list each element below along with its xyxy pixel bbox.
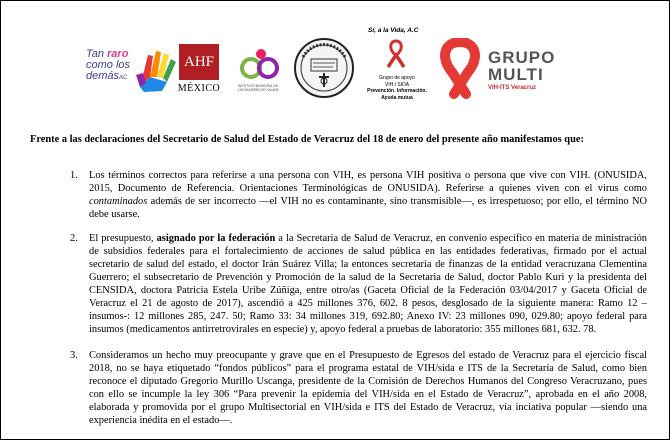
item-number: 3.	[70, 350, 78, 361]
si-a-la-vida-text: Grupo de apoyo VIH / SIDA Prevención. Información. Ayuda mutua	[367, 75, 427, 101]
ahf-mexico-logo	[175, 42, 223, 102]
red-ribbon-icon	[384, 39, 408, 69]
instituto-mujeres-logo	[238, 46, 282, 102]
item-text: Consideramos un hecho muy preocupante y grave que en el Presupuesto de Egresos del estado de Veracruz para el ejercicio fiscal 2018, no se haya etiquetado “fondos públicos” para el programa estatal de VIH/sida e ITS de la Secretaría de Salud, como bien reconoce el diputado Gregorio Murillo Uscanga, presidente de la Comisión de Derechos Humanos del Congreso Veracruzano, pues con ello se incumple la ley 306 “Para prevenir la epidemia del VIH/sida en el Estado de Veracruz”, aprobada en el año 2008, elaborada y promovida por el grupo Multisectorial en VIH/sida e ITS del Estado de Veracruz, vía inciativa popular —siendo una experiencia inédita en el estado—.	[89, 350, 647, 426]
multi-ribbon-icon	[436, 38, 484, 100]
instituto-caption: INSTITUTO MUNICIPAL DE LAS MUJERES DE XALAPA	[238, 84, 279, 92]
grupo-multi-logo	[436, 38, 571, 100]
multi-line3: VIH-ITS Veracruz	[488, 85, 537, 91]
tan-raro-text: Tan raro como los demásAC	[86, 48, 131, 82]
item-text: Los términos correctos para referirse a una persona con VIH, es persona VIH positiva o persona que vive con VIH. (ONUSIDA, 2015, Documento de Referencia. Orientaciones Terminológicas de ONUSIDA). Referirse a quienes viven con el virus como contaminados además de ser incorrecto —el VIH no es contaminante, sino transmisible—, es irrespetuoso; por ello, el término NO debe usarse.	[89, 170, 647, 220]
item-number: 1.	[70, 170, 78, 181]
item-text: El presupuesto, asignado por la federación a la Secretaría de Salud de Veracruz, en convenio específico en materia de ministración de subsidios federales para el fortalecimiento de acciones de salud pública en las entidades federativas, firmado por el actual secretario de salud del estado, el doctor Irán Suárez Villa; la entonces secretaria de finanzas de la entidad veracruzana Clementina Guerrero; el subsecretario de Prevención y Promoción de la salud de la Secretaria de Salud, doctor Pablo Kuri y la presidenta del CENSIDA, doctora Patricia Estela Uribe Zúñiga, entre otro/as (Gaceta Oficial de la Federación 03/04/2017 y Gaceta Oficial de Veracruz el 21 de agosto de 2017), ascendió a 425 millones 376, 602. 8 pesos, desglosado de la siguiente manera: Ramo 12 –insumos-: 12 millones 285, 247. 50; Ramo 33: 34 millones 319, 692.80; Anexo IV: 23 millones 090, 029.80; apoyo federal para insumos (medicamentos antirretrovirales en especie) y, apoyo federal a pruebas de laboratorio: 355 millones 681, 632. 78.	[89, 233, 647, 335]
item-number: 2.	[70, 233, 78, 244]
instituto-mark-icon	[240, 46, 280, 82]
si-a-la-vida-title: Sí, a la Vida, A.C	[368, 27, 419, 34]
multi-line2: MULTI	[488, 65, 544, 84]
emphasis: contaminados	[89, 196, 148, 207]
page-heading: Frente a las declaraciones del Secretario de Salud del Estado de Veracruz del 18 de enero del presente año manifestamos que:	[30, 134, 584, 145]
strong-text: asignado por la federación	[156, 233, 276, 244]
logo-strip	[0, 0, 670, 112]
ahf-country: MÉXICO	[177, 83, 221, 94]
si-a-la-vida-logo	[364, 27, 430, 113]
circular-seal-icon	[293, 37, 355, 99]
rainbow-hand-icon	[134, 47, 180, 93]
tan-raro-logo	[86, 47, 176, 95]
ahf-box: AHF	[179, 44, 219, 80]
multi-line1: GRUPO	[488, 48, 556, 67]
